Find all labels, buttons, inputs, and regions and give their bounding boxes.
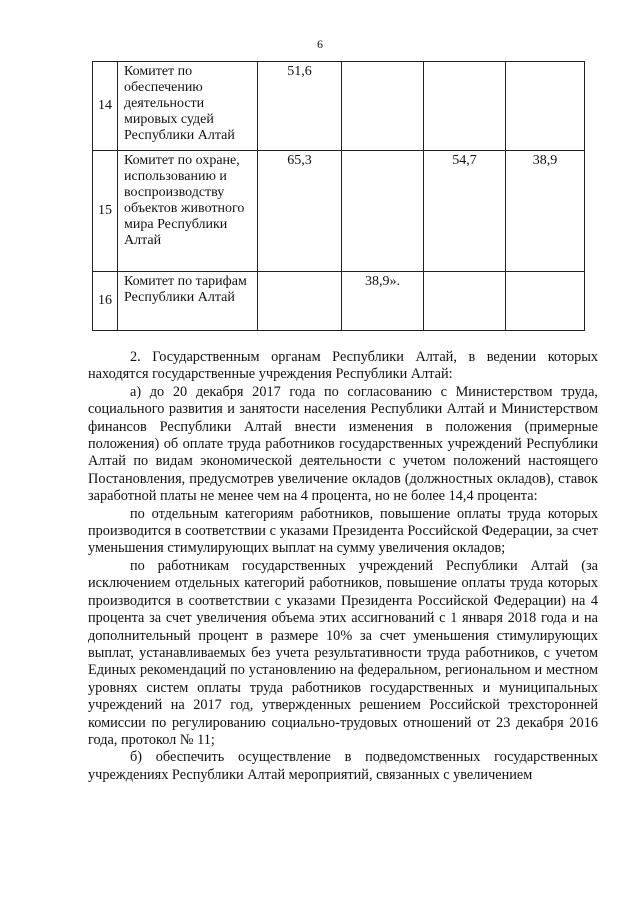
row-number: 15 xyxy=(93,151,118,272)
table-row xyxy=(93,62,585,151)
organization-name: Комитет по охране, использованию и воспроизводству объектов животного мира Республики Алтай xyxy=(118,151,258,272)
value-cell xyxy=(258,272,342,331)
row-number: 14 xyxy=(93,62,118,151)
value-cell xyxy=(342,151,424,272)
value-cell: 54,7 xyxy=(424,151,506,272)
row-number: 16 xyxy=(93,272,118,331)
page-number: 6 xyxy=(317,37,323,51)
organization-name: Комитет по обеспечению деятельности мировых судей Республики Алтай xyxy=(118,62,258,151)
value-cell xyxy=(424,272,506,331)
paragraph: по работникам государственных учреждений Республики Алтай (за исключением отдельных категорий работников, повышение оплаты труда которых производится в соответствии с указами Президента Российской Федерации) на 4 процента за счет увеличения объема этих ассигнований с 1 января 2018 года и на дополнительный процент в размере 10% за счет уменьшения стимулирующих выплат, устанавливаемых без учета результативности труда работников, с учетом Единых рекомендаций по установлению на федеральном, региональном и местном уровнях систем оплаты труда работников государственных и муниципальных учреждений на 2017 год, утвержденных решением Российской трехсторонней комиссии по регулированию социально-трудовых отношений от 23 декабря 2016 года, протокол № 11; xyxy=(88,557,598,748)
value-cell xyxy=(506,272,585,331)
value-cell: 38,9». xyxy=(342,272,424,331)
value-cell: 51,6 xyxy=(258,62,342,151)
paragraph: б) обеспечить осуществление в подведомственных государственных учреждениях Республики Алтай мероприятий, связанных с увеличением xyxy=(88,749,598,783)
organization-name: Комитет по тарифам Республики Алтай xyxy=(118,272,258,331)
value-cell: 65,3 xyxy=(258,151,342,272)
value-cell xyxy=(506,62,585,151)
body-text xyxy=(88,349,598,784)
value-cell xyxy=(424,62,506,151)
paragraph: 2. Государственным органам Республики Алтай, в ведении которых находятся государственные учреждения Республики Алтай: xyxy=(88,349,598,383)
table-row xyxy=(93,272,585,331)
table-row xyxy=(93,151,585,272)
funding-table xyxy=(92,61,585,331)
value-cell: 38,9 xyxy=(506,151,585,272)
paragraph: а) до 20 декабря 2017 года по согласованию с Министерством труда, социального развития и занятости населения Республики Алтай и Министерством финансов Республики Алтай внести изменения в положения (примерные положения) об оплате труда работников государственных учреждений Республики Алтай по видам экономической деятельности с учетом положений настоящего Постановления, предусмотрев увеличение окладов (должностных окладов), ставок заработной платы не менее чем на 4 процента, но не более 14,4 процента: xyxy=(88,383,598,505)
paragraph: по отдельным категориям работников, повышение оплаты труда которых производится в соответствии с указами Президента Российской Федерации, за счет уменьшения стимулирующих выплат на сумму увеличения окладов; xyxy=(88,505,598,557)
value-cell xyxy=(342,62,424,151)
